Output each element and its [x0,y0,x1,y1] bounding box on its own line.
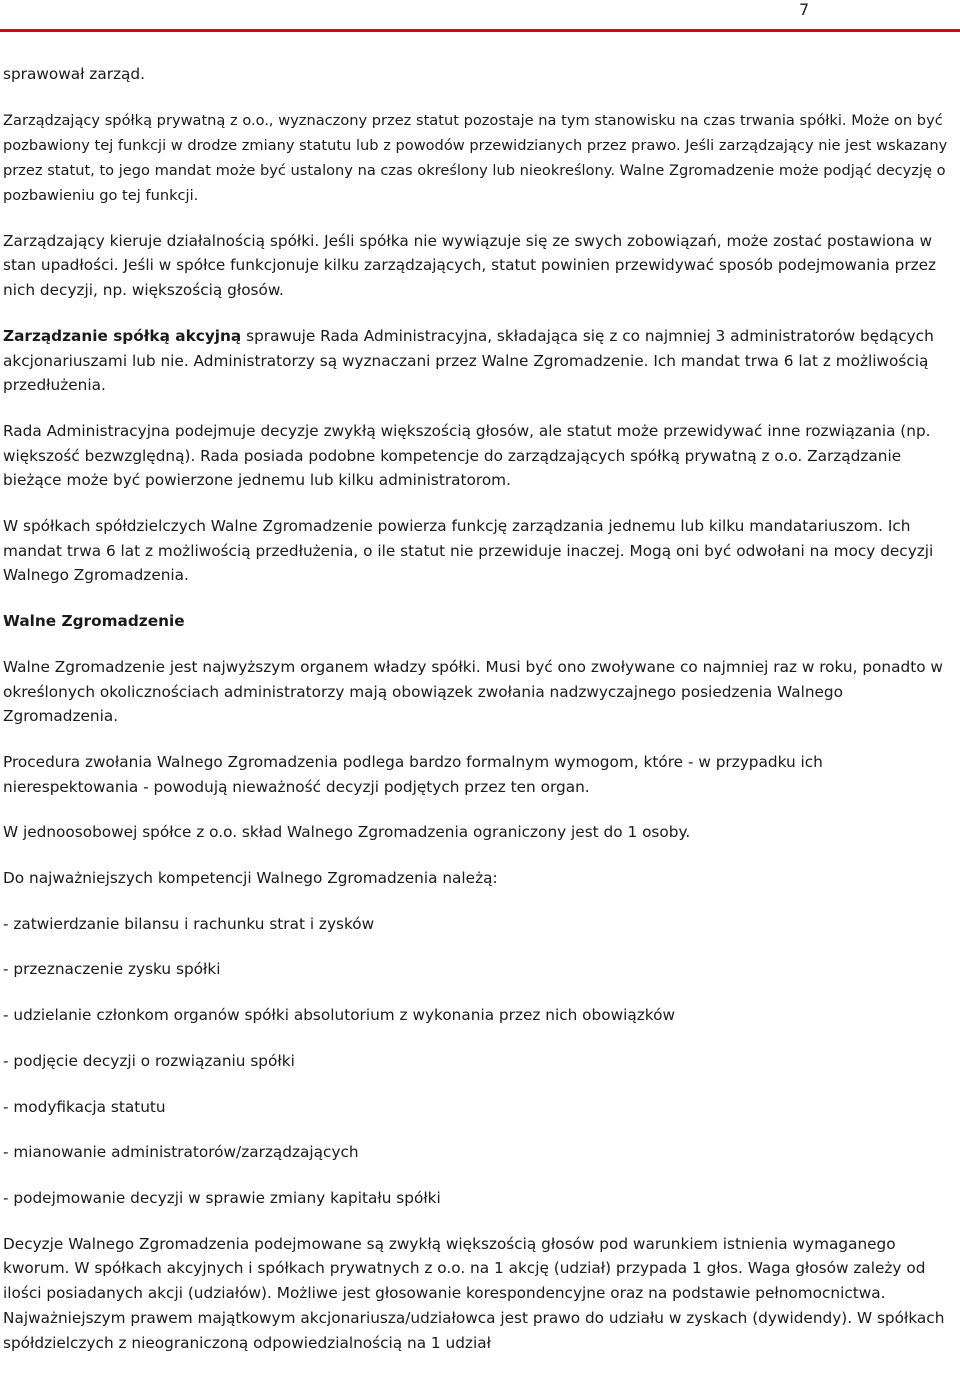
list-item: - udzielanie członkom organów spółki absolutorium z wykonania przez nich obowiązków [3,1006,675,1025]
paragraph-voting: Decyzje Walnego Zgromadzenia podejmowane są zwykłą większością głosów pod warunkiem istnienia wymaganego kworum. W spółkach akcyjnych i spółkach prywatnych z o.o. na 1 akcję (udział) przypada 1 głos. Waga głosów zależy od ilości posiadanych akcji (udziałów). Możliwe jest głosowanie korespondencyjne oraz na podstawie pełnomocnictwa. Najważniejszym prawem majątkowym akcjonariusza/udziałowca jest prawo do udziału w zyskach (dywidendy). W spółkach spółdzielczych z nieograniczoną odpowiedzialnością na 1 udział [3,1234,945,1352]
paragraph-rest: sprawuje Rada Administracyjna, składająca się z co najmniej 3 administratorów będących akcjonariuszami lub nie. Administratorzy są wyznaczani przez Walne Zgromadzenie. Ich mandat trwa 6 lat z możliwością przedłużenia. [3,326,934,395]
header-rule [0,29,960,32]
page-number: 7 [799,0,810,19]
list-item: - podejmowanie decyzji w sprawie zmiany kapitału spółki [3,1188,441,1207]
section-heading: Walne Zgromadzenie [3,612,185,631]
paragraph-intro: sprawował zarząd. [3,65,145,83]
list-item: - przeznaczenie zysku spółki [3,960,221,979]
paragraph-competences-intro: Do najważniejszych kompetencji Walnego Zgromadzenia należą: [3,869,498,888]
paragraph-manager-duties: Zarządzający kieruje działalnością spółki. Jeśli spółka nie wywiązuje się ze swych zobowiązań, może zostać postawiona w stan upadłości. Jeśli w spółce funkcjonuje kilku zarządzających, statut powinien przewidywać sposób podejmowania przez nich decyzji, np. większością głosów. [3,231,937,300]
paragraph-cooperatives: W spółkach spółdzielczych Walne Zgromadzenie powierza funkcję zarządzania jednemu lub kilku mandatariuszom. Ich mandat trwa 6 lat z możliwością przedłużenia, o ile statut nie przewiduje inaczej. Mogą oni być odwołani na mocy decyzji Walnego Zgromadzenia. [3,517,934,585]
paragraph-procedure: Procedura zwołania Walnego Zgromadzenia podlega bardzo formalnym wymogom, które - w przypadku ich nierespektowania - powodują nieważność decyzji podjętych przez ten organ. [3,752,823,796]
paragraph-general-meeting: Walne Zgromadzenie jest najwyższym organem władzy spółki. Musi być ono zwoływane co najmniej raz w roku, ponadto w określonych okolicznościach administratorzy mają obowiązek zwołania nadzwyczajnego posiedzenia Walnego Zgromadzenia. [3,657,943,726]
list-item: - modyfikacja statutu [3,1097,166,1116]
paragraph-board-decisions: Rada Administracyjna podejmuje decyzje zwykłą większością głosów, ale statut może przewidywać inne rozwiązania (np. większość bezwzględną). Rada posiada podobne kompetencje do zarządzających spółką prywatną z o.o. Zarządzanie bieżące może być powierzone jednemu lub kilku administratorom. [3,421,931,490]
paragraph-single-member: W jednoosobowej spółce z o.o. skład Walnego Zgromadzenia ograniczony jest do 1 osoby. [3,823,691,842]
document-body [3,62,955,1376]
paragraph-manager-private: Zarządzający spółką prywatną z o.o., wyznaczony przez statut pozostaje na tym stanowisku na czas trwania spółki. Może on być pozbawiony tej funkcji w drodze zmiany statutu lub z powodów przewidzianych przez prawo. Jeśli zarządzający nie jest wskazany przez statut, to jego mandat może być ustalony na czas określony lub nieokreślony. Walne Zgromadzenie może podjąć decyzję o pozbawieniu go tej funkcji. [3,111,948,204]
paragraph-joint-stock-management [3,324,955,398]
list-item: - mianowanie administratorów/zarządzających [3,1143,359,1162]
bold-lead: Zarządzanie spółką akcyjną [3,326,242,345]
list-item: - podjęcie decyzji o rozwiązaniu spółki [3,1051,295,1070]
list-item: - zatwierdzanie bilansu i rachunku strat i zysków [3,914,375,933]
